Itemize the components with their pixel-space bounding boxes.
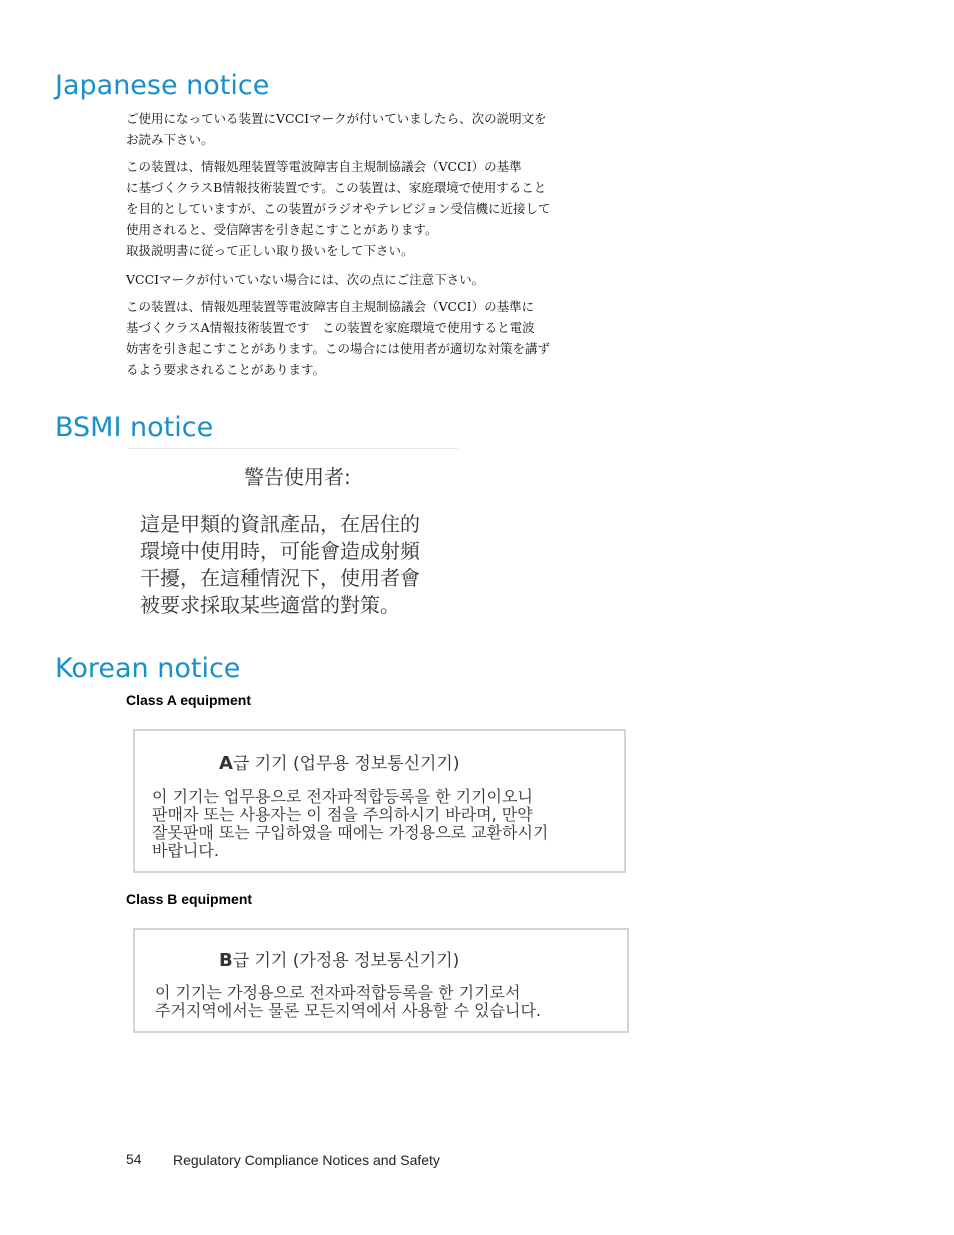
text-line: ご使用になっている装置にVCCIマークが付いていましたら、次の説明文を: [126, 111, 547, 126]
bsmi-notice-image: [128, 448, 458, 624]
footer-section-title: Regulatory Compliance Notices and Safety: [173, 1152, 440, 1168]
japanese-para-1: [126, 108, 551, 150]
class-title-text: 급 기기 (업무용 정보통신기기): [232, 754, 460, 774]
text-line: 這是甲類的資訊產品，在居住的: [140, 512, 420, 536]
class-a-body: [152, 788, 548, 860]
class-b-label: Class B equipment: [126, 891, 253, 907]
japanese-notice-image-text: [126, 108, 551, 380]
class-letter: B: [219, 950, 233, 971]
class-a-title: [219, 749, 459, 774]
bsmi-title: 警告使用者:: [244, 465, 351, 489]
text-line: 잘못판매 또는 구입하였을 때에는 가정용으로 교환하시기: [152, 823, 549, 842]
japanese-notice-heading: Japanese notice: [55, 70, 270, 101]
text-line: るよう要求されることがあります。: [126, 362, 326, 377]
text-line: お読み下さい。: [126, 132, 214, 147]
text-line: 판매자 또는 사용자는 이 점을 주의하시기 바라며, 만약: [152, 805, 533, 824]
text-line: 被要求採取某些適當的對策。: [140, 593, 400, 617]
text-line: 이 기기는 업무용으로 전자파적합등록을 한 기기이오니: [152, 787, 533, 806]
text-line: に基づくクラスB情報技術装置です。この装置は、家庭環境で使用すること: [126, 180, 547, 195]
japanese-para-2: [126, 156, 551, 261]
text-line: 使用されると、受信障害を引き起こすことがあります。: [126, 222, 438, 237]
class-b-notice-box: [133, 928, 629, 1033]
text-line: 環境中使用時，可能會造成射頻: [140, 539, 420, 563]
text-line: 基づくクラスA情報技術装置です この装置を家庭環境で使用すると電波: [126, 320, 535, 335]
text-line: 妨害を引き起こすことがあります。この場合には使用者が適切な対策を講ず: [126, 341, 551, 356]
text-line: この装置は、情報処理装置等電波障害自主規制協議会（VCCI）の基準: [126, 159, 522, 174]
text-line: 주거지역에서는 물론 모든지역에서 사용할 수 있습니다.: [155, 1001, 542, 1020]
korean-notice-heading: Korean notice: [55, 653, 241, 684]
page-number: 54: [126, 1151, 142, 1167]
text-line: を目的としていますが、この装置がラジオやテレビジョン受信機に近接して: [126, 201, 551, 216]
class-b-body: [155, 984, 541, 1020]
text-line: 干擾，在這種情況下，使用者會: [140, 566, 420, 590]
text-line: 이 기기는 가정용으로 전자파적합등록을 한 기기로서: [155, 983, 521, 1002]
text-line: VCCIマークが付いていない場合には、次の点にご注意下さい。: [126, 272, 485, 287]
bsmi-notice-heading: BSMI notice: [55, 412, 214, 443]
class-a-notice-box: [133, 729, 626, 873]
text-line: この装置は、情報処理装置等電波障害自主規制協議会（VCCI）の基準に: [126, 299, 535, 314]
text-line: 取扱説明書に従って正しい取り扱いをして下さい。: [126, 243, 414, 258]
class-a-label: Class A equipment: [126, 692, 251, 708]
text-line: 바랍니다.: [152, 841, 219, 860]
class-title-text: 급 기기 (가정용 정보통신기기): [232, 951, 460, 971]
japanese-para-3: [126, 269, 551, 290]
japanese-para-4: [126, 296, 551, 380]
class-b-title: [219, 946, 459, 971]
class-letter: A: [219, 753, 233, 774]
bsmi-body: [140, 511, 420, 619]
